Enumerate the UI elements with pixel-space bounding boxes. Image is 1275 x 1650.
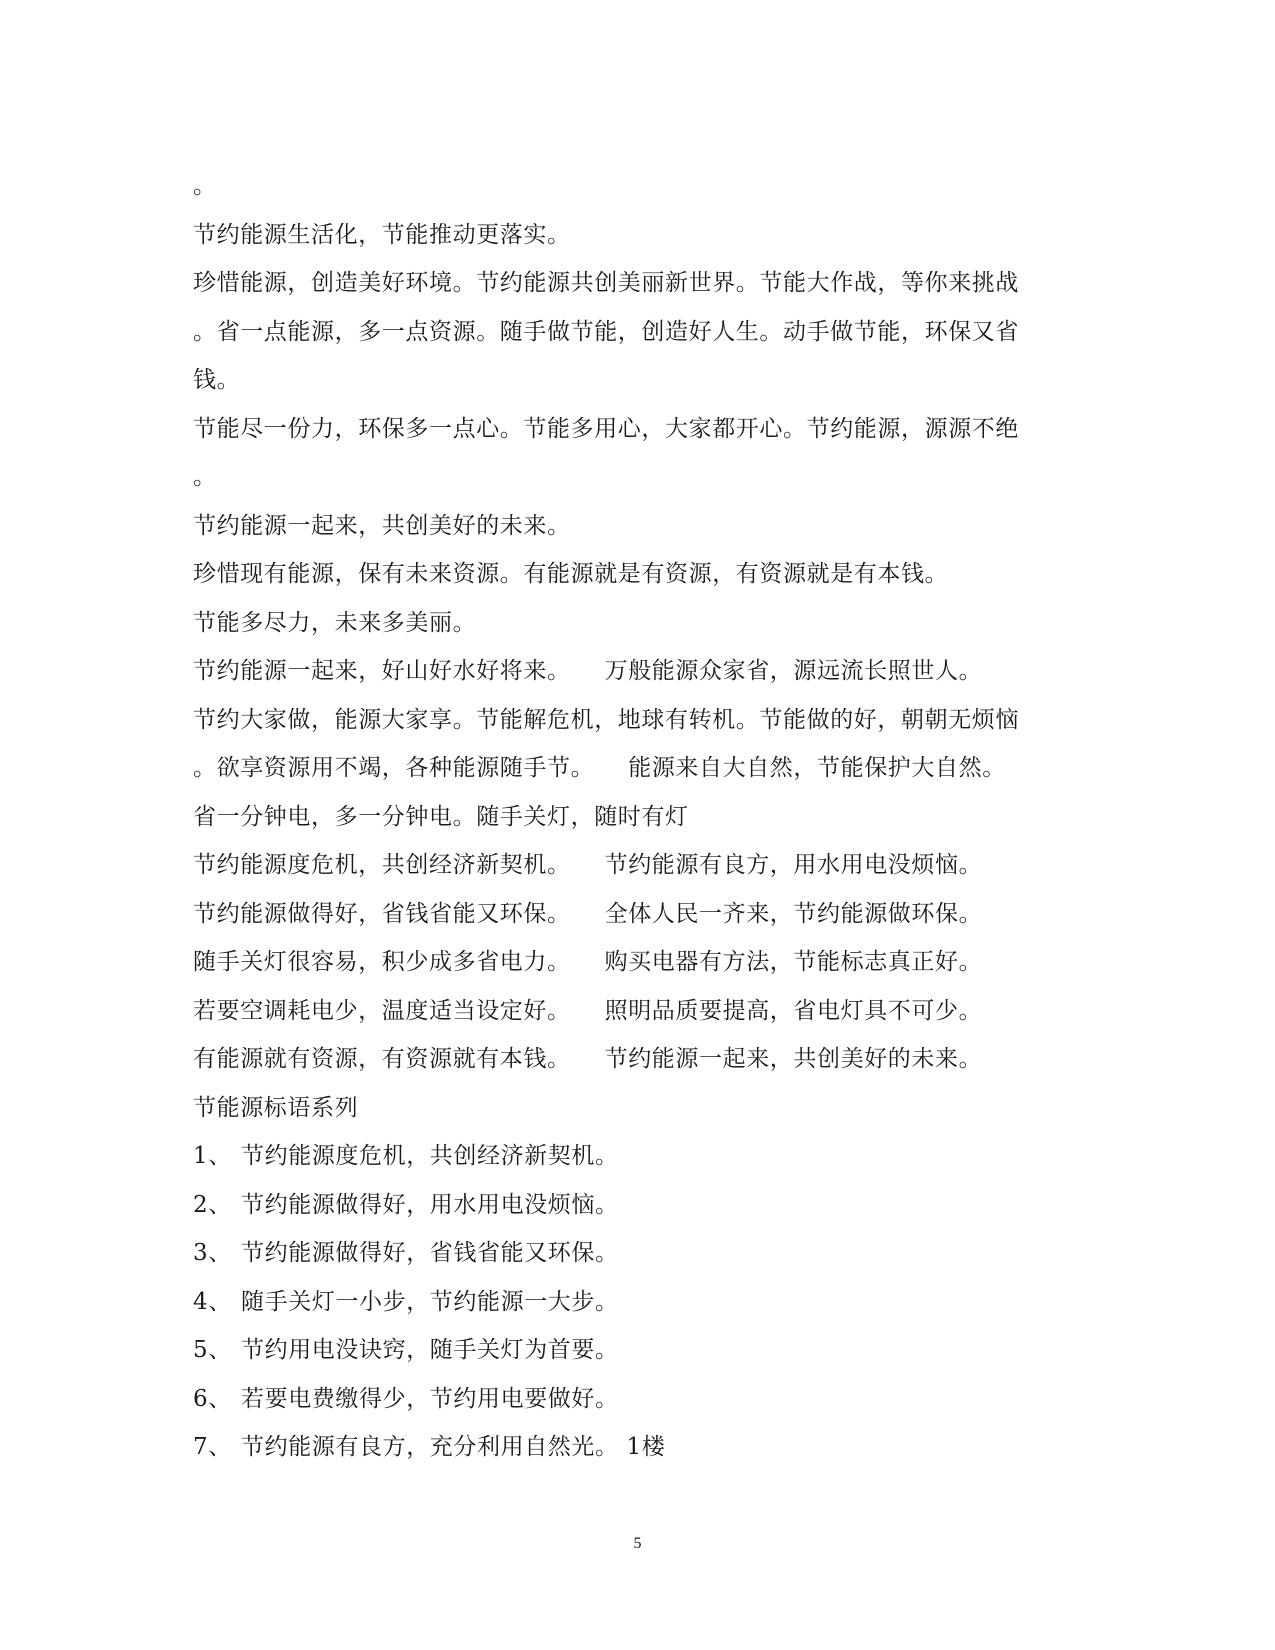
slogan-left: 节约能源度危机，共创经济新契机。 — [193, 852, 571, 878]
slogan-right: 全体人民一齐来，节约能源做环保。 — [604, 900, 983, 927]
list-item-number: 1、 — [193, 1143, 232, 1169]
list-item-text: 节约能源做得好，省钱省能又环保。 — [241, 1240, 619, 1266]
list-item — [193, 1132, 1073, 1181]
slogan-left: 节约能源一起来，好山好水好将来。 — [193, 658, 571, 684]
slogan-pair-line — [193, 938, 1073, 987]
text-line: 节约大家做，能源大家享。节能解危机，地球有转机。节能做的好，朝朝无烦恼 — [193, 706, 1019, 733]
list-item — [193, 1326, 1073, 1375]
slogan-right: 节约能源有良方，用水用电没烦恼。 — [604, 852, 983, 878]
list-item-number: 5、 — [193, 1337, 232, 1363]
text-line: 节约能源生活化，节能推动更落实。 — [193, 221, 571, 248]
list-item — [193, 1375, 1073, 1424]
slogan-pair-line — [193, 987, 1073, 1036]
text-line: 珍惜能源，创造美好环境。节约能源共创美丽新世界。节能大作战，等你来挑战 — [193, 270, 1019, 296]
document-body — [193, 162, 1073, 1472]
slogan-left: 有能源就有资源，有资源就有本钱。 — [193, 1046, 571, 1072]
page-number: 5 — [633, 1535, 642, 1552]
list-item-text: 节约能源做得好，用水用电没烦恼。 — [241, 1191, 619, 1218]
list-item — [193, 1229, 1073, 1278]
slogan-left: 随手关灯很容易，积少成多省电力。 — [193, 949, 571, 975]
text-line: 。省一点能源，多一点资源。随手做节能，创造好人生。动手做节能，环保又省 — [193, 318, 1019, 345]
text-line: 省一分钟电，多一分钟电。随手关灯，随时有灯 — [193, 803, 689, 830]
list-item-text: 节约能源度危机，共创经济新契机。 — [241, 1143, 619, 1169]
slogan-left: 若要空调耗电少，温度适当设定好。 — [193, 997, 571, 1024]
slogan-right: 节约能源一起来，共创美好的未来。 — [604, 1046, 983, 1072]
slogan-pair-line — [193, 841, 1073, 890]
text-line: 。 — [193, 464, 217, 490]
list-item-text: 节约能源有良方，充分利用自然光。 1楼 — [241, 1434, 666, 1460]
slogan-right: 照明品质要提高，省电灯具不可少。 — [604, 997, 983, 1024]
list-item-text: 随手关灯一小步，节约能源一大步。 — [241, 1288, 619, 1315]
slogan-right: 购买电器有方法，节能标志真正好。 — [604, 949, 983, 975]
list-item-number: 3、 — [193, 1240, 232, 1266]
slogan-right: 万般能源众家省，源远流长照世人。 — [604, 658, 983, 684]
text-line: 钱。 — [193, 367, 241, 393]
list-item — [193, 1423, 1073, 1472]
list-item-number: 7、 — [193, 1434, 232, 1460]
section-title: 节能源标语系列 — [193, 1094, 359, 1121]
slogan-left: 节约能源做得好，省钱省能又环保。 — [193, 900, 571, 927]
slogan-left: 。欲享资源用不竭，各种能源随手节。 — [193, 755, 595, 781]
text-line: 节能尽一份力，环保多一点心。节能多用心，大家都开心。节约能源，源源不绝 — [193, 415, 1019, 442]
list-item-number: 2、 — [193, 1191, 232, 1218]
list-item — [193, 1278, 1073, 1327]
list-item-text: 节约用电没诀窍，随手关灯为首要。 — [241, 1337, 619, 1363]
slogan-pair-line — [193, 890, 1073, 939]
text-line: 珍惜现有能源，保有未来资源。有能源就是有资源，有资源就是有本钱。 — [193, 561, 949, 587]
list-item-number: 6、 — [193, 1385, 232, 1412]
slogan-pair-line — [193, 1035, 1073, 1084]
slogan-right: 能源来自大自然，节能保护大自然。 — [628, 755, 1006, 781]
list-item-text: 若要电费缴得少，节约用电要做好。 — [241, 1385, 619, 1412]
text-line: 节约能源一起来，共创美好的未来。 — [193, 512, 571, 539]
list-item-number: 4、 — [193, 1288, 232, 1315]
slogan-pair-line — [193, 744, 1073, 793]
text-line: 。 — [193, 173, 217, 199]
text-line: 节能多尽力，未来多美丽。 — [193, 609, 477, 636]
slogan-pair-line — [193, 647, 1073, 696]
list-item — [193, 1181, 1073, 1230]
